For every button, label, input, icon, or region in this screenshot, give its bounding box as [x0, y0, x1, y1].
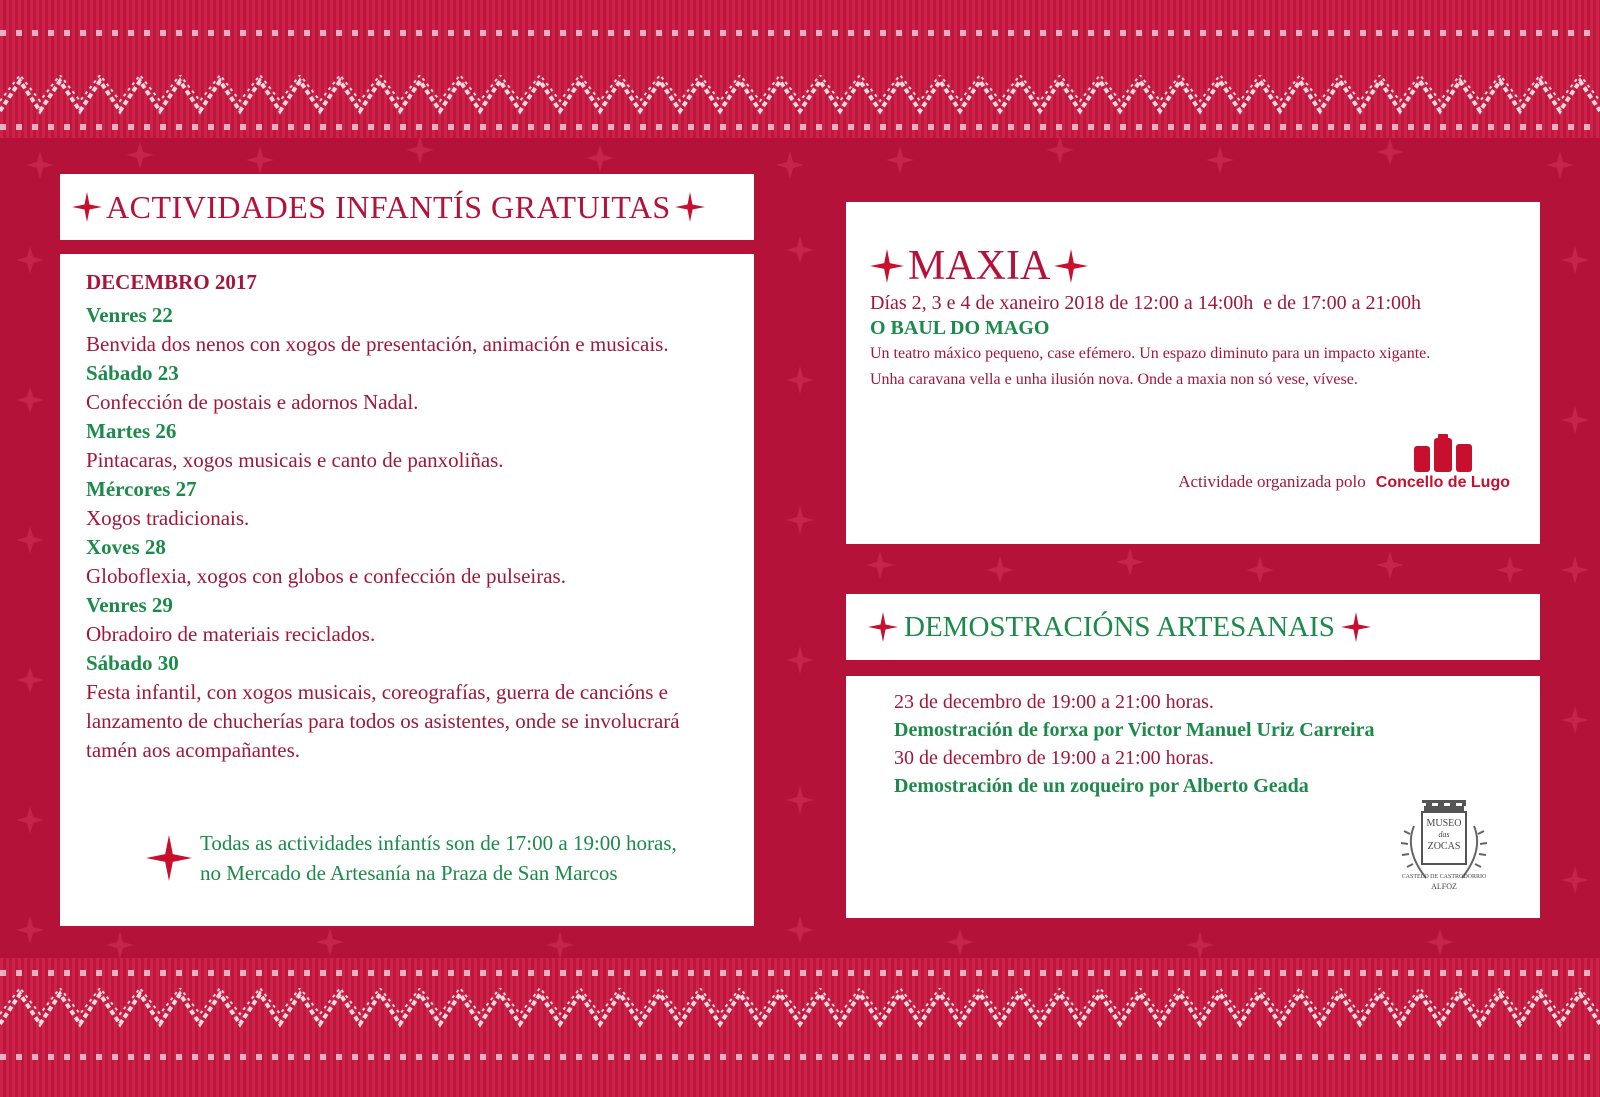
event-day: Mércores 27	[86, 477, 197, 501]
activities-title: ACTIVIDADES INFANTÍS GRATUITAS	[106, 188, 671, 225]
knit-dots	[0, 970, 1600, 976]
maxia-title: MAXIA	[908, 243, 1051, 289]
event-description: Globoflexia, xogos con globos e confección de pulseiras.	[86, 564, 566, 588]
knit-zigzag	[0, 75, 1600, 117]
demo-panel	[846, 676, 1540, 918]
knit-band-bottom	[0, 958, 1600, 1097]
event-day: Sábado 30	[86, 651, 179, 675]
maxia-dates: Días 2, 3 e 4 de xaneiro 2018 de 12:00 a 14:00h e de 17:00 a 21:00h	[870, 292, 1421, 314]
demo-title: DEMOSTRACIÓNS ARTESANAIS	[904, 610, 1335, 643]
logo-text: das	[1438, 830, 1450, 839]
event-day: Martes 26	[86, 419, 177, 443]
logo-text: ALFOZ	[1431, 882, 1457, 891]
demo-name: Demostración de forxa por Victor Manuel Uriz Carreira	[894, 719, 1375, 741]
event-description: Obradoiro de materiais reciclados.	[86, 622, 376, 646]
event-description: Festa infantil, con xogos musicais, coreografías, guerra de cancións e lanzamento de chucherías para todos os asistentes, onde se involucrará tamén aos acompañantes.	[86, 680, 680, 762]
knit-dots	[0, 30, 1600, 36]
star-icon	[146, 835, 192, 881]
event-day: Venres 22	[86, 303, 173, 327]
knit-zigzag	[0, 988, 1600, 1030]
schedule-note-line: Todas as actividades infantís son de 17:00 a 19:00 horas,	[200, 831, 677, 855]
maxia-heading	[870, 242, 1514, 290]
demo-title-bar	[846, 594, 1540, 666]
demo-date: 30 de decembro de 19:00 a 21:00 horas.	[894, 747, 1214, 769]
organizer-label: Actividade organizada polo	[1178, 472, 1366, 491]
event-day: Sábado 23	[86, 361, 179, 385]
logo-text: MUSEO	[1426, 818, 1462, 829]
event-description: Xogos tradicionais.	[86, 506, 250, 530]
schedule-note	[146, 828, 677, 888]
maxia-description: Unha caravana vella e unha ilusión nova. Onde a maxia non só vese, vívese.	[870, 371, 1358, 388]
star-icon	[1341, 612, 1371, 642]
star-icon	[870, 249, 904, 283]
star-icon	[868, 612, 898, 642]
event-description: Benvida dos nenos con xogos de presentación, animación e musicais.	[86, 332, 669, 356]
concello-lugo-logo	[1376, 434, 1510, 492]
demo-date: 23 de decembro de 19:00 a 21:00 horas.	[894, 691, 1214, 713]
knit-dots	[0, 1054, 1600, 1060]
knit-dots	[0, 124, 1600, 130]
event-day: Venres 29	[86, 593, 173, 617]
maxia-description: Un teatro máxico pequeno, case efémero. Un espazo diminuto para un impacto xigante.	[870, 345, 1431, 362]
maxia-panel	[846, 202, 1540, 544]
event-description: Pintacaras, xogos musicais e canto de panxoliñas.	[86, 448, 504, 472]
month-heading: DECEMBRO 2017	[86, 270, 257, 294]
activities-panel	[60, 254, 754, 926]
activities-title-bar	[60, 174, 754, 246]
knit-band-top	[0, 0, 1600, 138]
event-day: Xoves 28	[86, 535, 166, 559]
star-icon	[72, 192, 102, 222]
logo-text: ZOCAS	[1427, 841, 1461, 852]
maxia-subtitle: O BAUL DO MAGO	[870, 317, 1050, 339]
star-icon	[1054, 249, 1088, 283]
star-icon	[675, 192, 705, 222]
organizer-name: Concello de Lugo	[1375, 474, 1510, 491]
logo-text: CASTELO DE CASTRODORRIO	[1401, 874, 1487, 880]
tower-icon	[1412, 434, 1474, 474]
schedule-note-line: no Mercado de Artesanía na Praza de San Marcos	[200, 861, 618, 885]
event-description: Confección de postais e adornos Nadal.	[86, 390, 419, 414]
organizer	[1178, 434, 1510, 492]
museo-das-zocas-logo	[1384, 786, 1504, 906]
demo-name: Demostración de un zoqueiro por Alberto Geada	[894, 775, 1309, 797]
